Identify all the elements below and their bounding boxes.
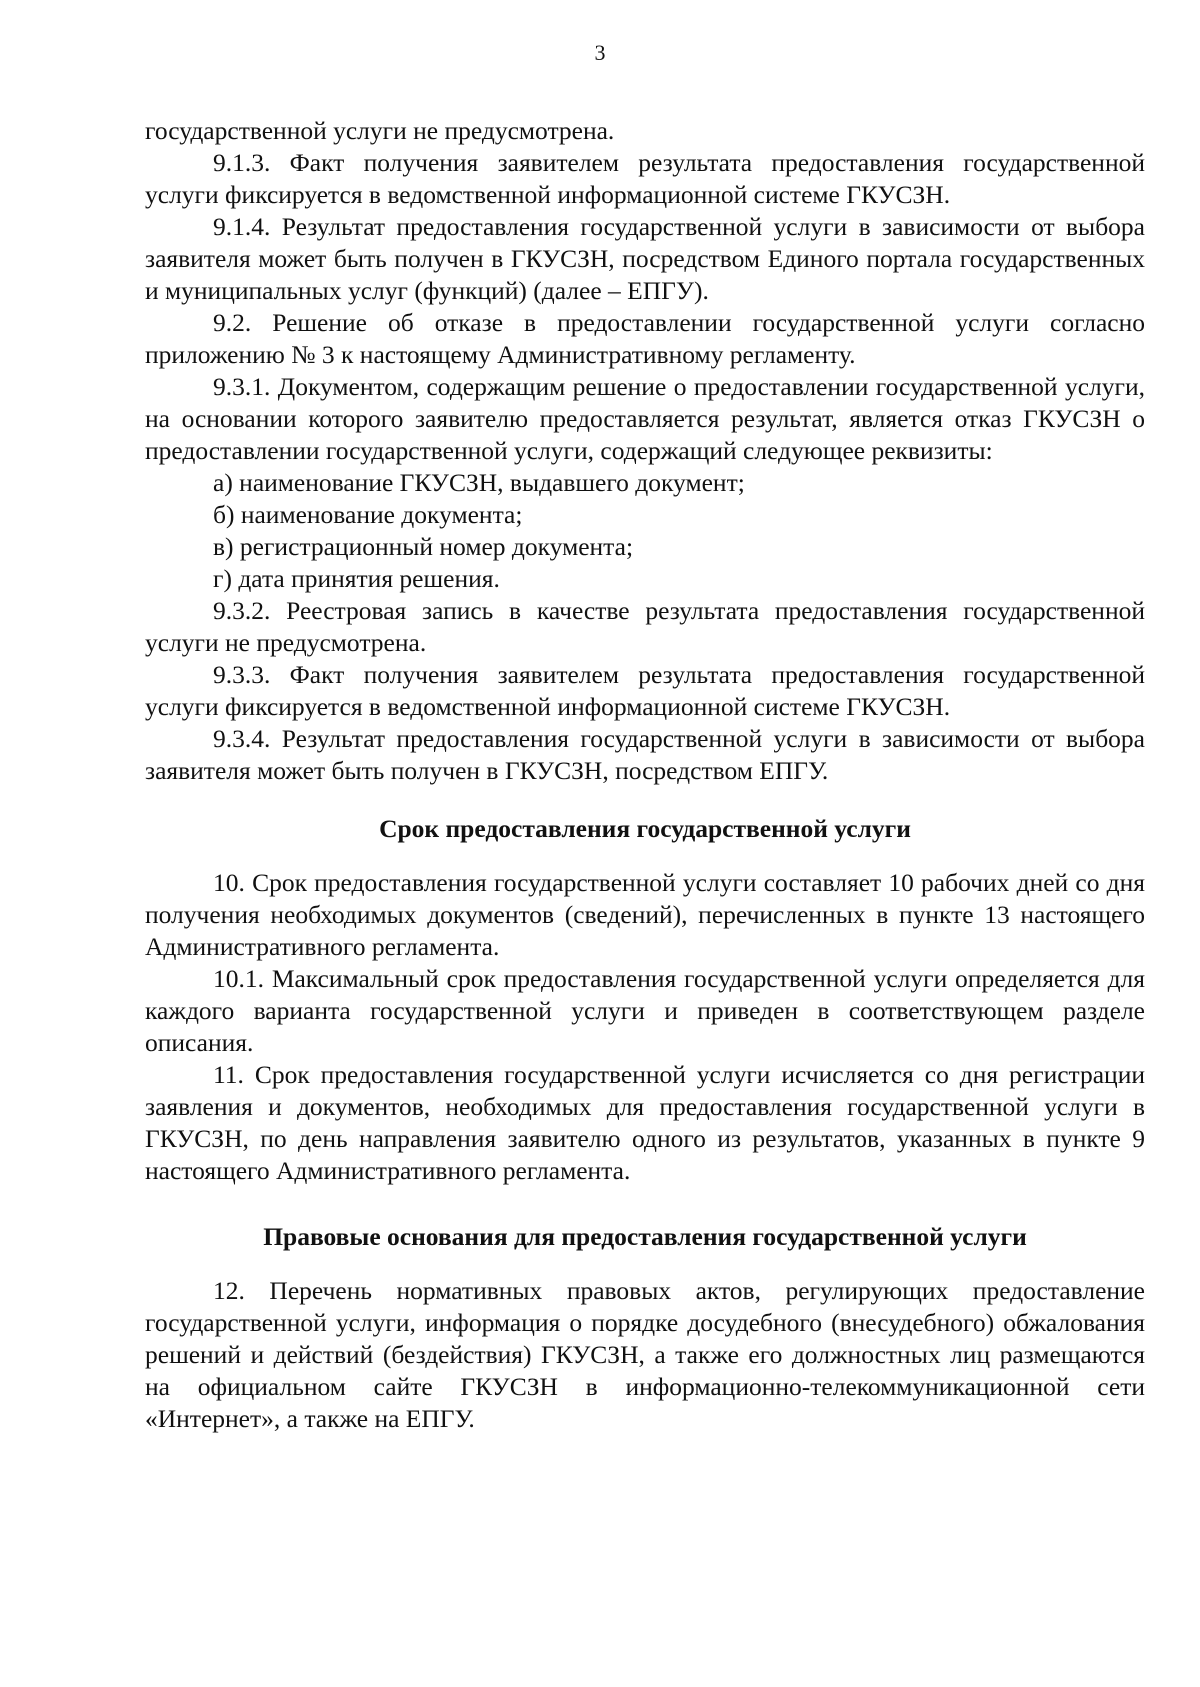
page-number: 3 — [594, 40, 606, 65]
paragraph: 9.2. Решение об отказе в предоставлении государственной услуги согласно приложению № 3 к настоящему Административному регламенту. — [145, 308, 1145, 369]
paragraph: 10.1. Максимальный срок предоставления государственной услуги определяется для каждого варианта государственной услуги и приведен в соответствующем разделе описания. — [145, 964, 1145, 1057]
paragraph: б) наименование документа; — [213, 500, 523, 529]
paragraph: в) регистрационный номер документа; — [213, 532, 634, 561]
paragraph: 9.1.3. Факт получения заявителем результата предоставления государственной услуги фиксируется в ведомственной информационной системе ГКУСЗН. — [145, 148, 1145, 209]
paragraph: 9.3.3. Факт получения заявителем результата предоставления государственной услуги фиксируется в ведомственной информационной системе ГКУСЗН. — [145, 660, 1145, 721]
paragraph: 11. Срок предоставления государственной услуги исчисляется со дня регистрации заявления и документов, необходимых для предоставления государственной услуги в ГКУСЗН, по день направления заявителю одного из результатов, указанных в пункте 9 настоящего Административного регламента. — [145, 1060, 1145, 1185]
paragraph: 10. Срок предоставления государственной услуги составляет 10 рабочих дней со дня получения необходимых документов (сведений), перечисленных в пункте 13 настоящего Административного регламента. — [145, 868, 1145, 961]
paragraph: 12. Перечень нормативных правовых актов, регулирующих предоставление государственной услуги, информация о порядке досудебного (внесудебного) обжалования решений и действий (бездействия) ГКУСЗН, а также его должностных лиц размещаются на официальном сайте ГКУСЗН в информационно-телекоммуникационной сети «Интернет», а также на ЕПГУ. — [145, 1276, 1145, 1433]
paragraph: государственной услуги не предусмотрена. — [145, 116, 615, 145]
document-body — [145, 115, 1145, 1435]
paragraph: 9.3.1. Документом, содержащим решение о предоставлении государственной услуги, на основании которого заявителю предоставляется результат, является отказ ГКУСЗН о предоставлении государственной услуги, содержащий следующее реквизиты: — [145, 372, 1145, 465]
paragraph: 9.3.4. Результат предоставления государственной услуги в зависимости от выбора заявителя может быть получен в ГКУСЗН, посредством ЕПГУ. — [145, 724, 1145, 785]
section-heading: Правовые основания для предоставления государственной услуги — [263, 1222, 1027, 1251]
paragraph: г) дата принятия решения. — [213, 564, 500, 593]
paragraph: а) наименование ГКУСЗН, выдавшего документ; — [213, 468, 745, 497]
section-heading: Срок предоставления государственной услуги — [379, 814, 911, 843]
paragraph: 9.1.4. Результат предоставления государственной услуги в зависимости от выбора заявителя может быть получен в ГКУСЗН, посредством Единого портала государственных и муниципальных услуг (функций) (далее – ЕПГУ). — [145, 212, 1145, 305]
paragraph: 9.3.2. Реестровая запись в качестве результата предоставления государственной услуги не предусмотрена. — [145, 596, 1145, 657]
